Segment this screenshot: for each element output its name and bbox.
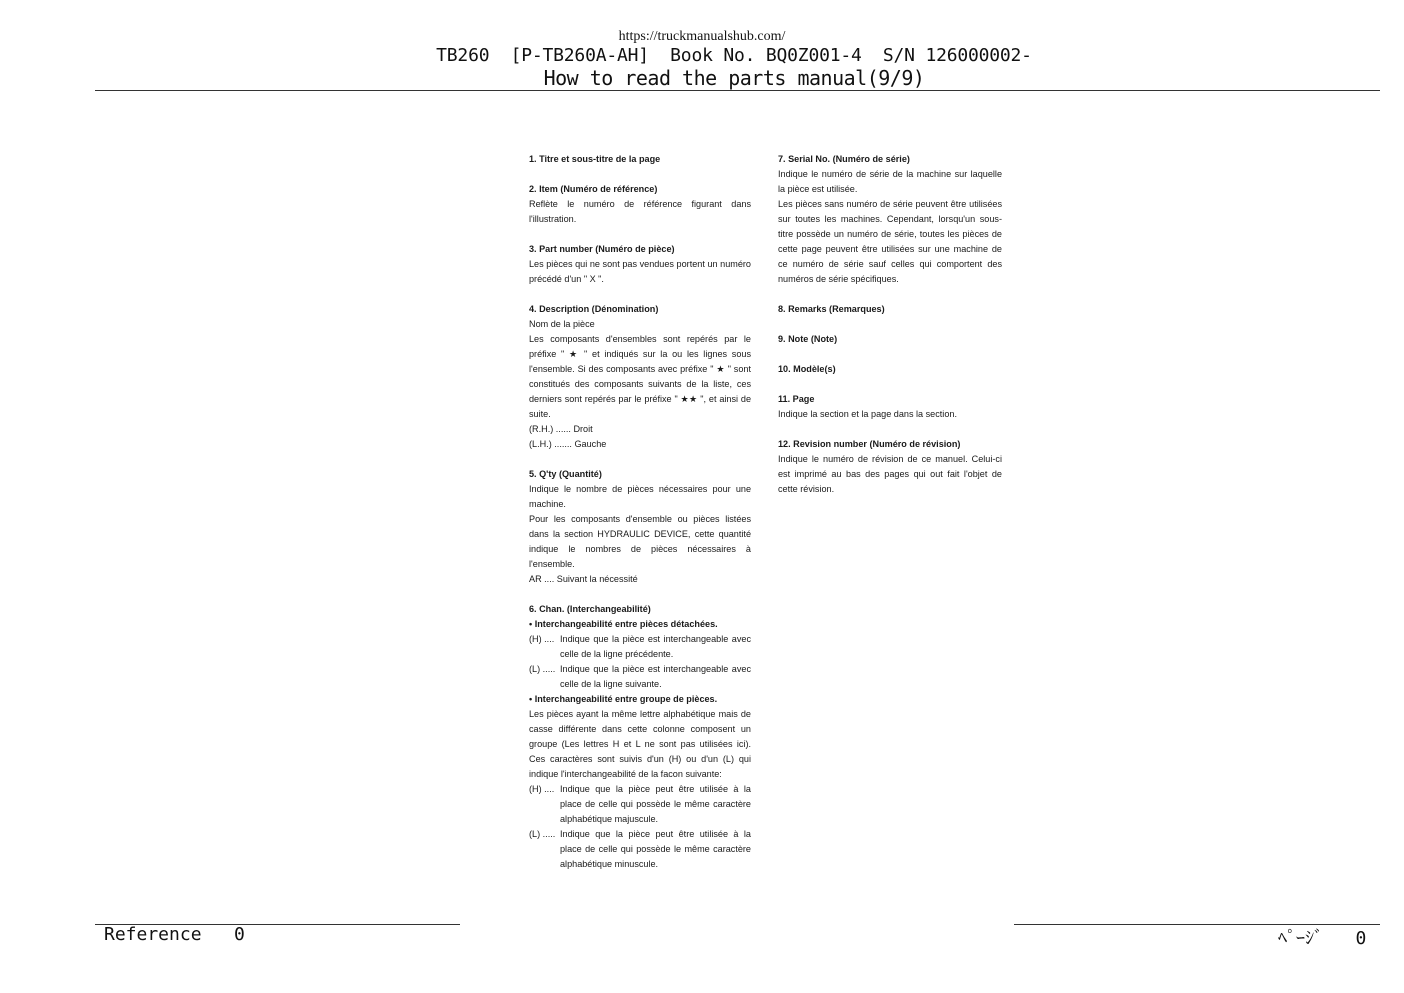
definition-text: Indique que la pièce est interchangeable avec celle de la ligne précédente.: [560, 634, 751, 659]
rh-definition: (R.H.) ...... Droit: [529, 424, 593, 434]
definition-text: Indique que la pièce est interchangeable avec celle de la ligne suivante.: [560, 664, 751, 689]
section-title: 8. Remarks (Remarques): [778, 304, 885, 314]
footer-page-number: ﾍﾟｰｼﾞ 0: [1278, 928, 1367, 949]
section-3: [529, 242, 751, 287]
lh-definition: (L.H.) ....... Gauche: [529, 439, 607, 449]
definition-text: Indique que la pièce peut être utilisée à la place de celle qui possède le même caractère alphabétique minuscule.: [560, 829, 751, 869]
manual-header: TB260 [P-TB260A-AH] Book No. BQ0Z001-4 S/N 126000002-: [436, 45, 1032, 66]
section-11: [778, 392, 1002, 422]
section-5: [529, 467, 751, 587]
paragraph: Les composants d'ensembles sont repérés par le préfixe " ★ " et indiqués sur la ou les lignes sous l'ensemble. Si des composants avec préfixe " ★ " sont constitués des composants suivants de la liste, ces derniers sont repérés par le préfixe " ★★ ", et ainsi de suite.: [529, 334, 751, 419]
section-title: 1. Titre et sous-titre de la page: [529, 154, 661, 164]
paragraph: Indique le nombre de pièces nécessaires pour une machine.: [529, 484, 751, 509]
paragraph: Pour les composants d'ensemble ou pièces listées dans la section HYDRAULIC DEVICE, cette quantité indique le nombres de pièces nécessaires à l'ensemble.: [529, 514, 751, 569]
subheading: • Interchangeabilité entre groupe de pièces.: [529, 694, 718, 704]
paragraph: Nom de la pièce: [529, 319, 595, 329]
subheading: • Interchangeabilité entre pièces détachées.: [529, 619, 718, 629]
definition-item: [529, 782, 751, 827]
section-7: [778, 152, 1002, 287]
section-title: 12. Revision number (Numéro de révision): [778, 439, 961, 449]
section-12: [778, 437, 1002, 497]
section-title: 9. Note (Note): [778, 334, 838, 344]
paragraph: Indique la section et la page dans la section.: [778, 409, 957, 419]
paragraph: Indique le numéro de série de la machine sur laquelle la pièce est utilisée.: [778, 169, 1002, 194]
section-1: [529, 152, 751, 167]
section-title: 10. Modèle(s): [778, 364, 836, 374]
definition-text: Indique que la pièce peut être utilisée à la place de celle qui possède le même caractère alphabétique majuscule.: [560, 784, 751, 824]
definition-key: (H) ....: [529, 784, 555, 794]
left-column: [529, 152, 751, 872]
section-6: [529, 602, 751, 872]
section-title: 2. Item (Numéro de référence): [529, 184, 658, 194]
section-title: 7. Serial No. (Numéro de série): [778, 154, 910, 164]
definition-key: (L) .....: [529, 829, 556, 839]
header-divider: [95, 90, 1380, 91]
definition-key: (H) ....: [529, 634, 555, 644]
paragraph: Les pièces sans numéro de série peuvent être utilisées sur toutes les machines. Cependant, lorsqu'un sous-titre possède un numéro de série, toutes les pièces de cette page peuvent être utilisées sur une machine de ce numéro de série sauf celles qui comportent des numéros de série spécifiques.: [778, 199, 1002, 284]
paragraph: AR .... Suivant la nécessité: [529, 574, 638, 584]
section-10: [778, 362, 1002, 377]
section-4: [529, 302, 751, 452]
section-9: [778, 332, 1002, 347]
definition-item: [529, 827, 751, 872]
section-2: [529, 182, 751, 227]
paragraph: Reflète le numéro de référence figurant dans l'illustration.: [529, 199, 751, 224]
definition-key: (L) .....: [529, 664, 556, 674]
section-title: 5. Q'ty (Quantité): [529, 469, 602, 479]
paragraph: Indique le numéro de révision de ce manuel. Celui-ci est imprimé au bas des pages qui out fait l'objet de cette révision.: [778, 454, 1002, 494]
section-8: [778, 302, 1002, 317]
section-title: 3. Part number (Numéro de pièce): [529, 244, 675, 254]
footer-reference: Reference 0: [104, 924, 245, 945]
section-title: 4. Description (Dénomination): [529, 304, 659, 314]
paragraph: Les pièces qui ne sont pas vendues portent un numéro précédé d'un " X ".: [529, 259, 751, 284]
right-column: [778, 152, 1002, 497]
definition-item: [529, 662, 751, 692]
section-title: 6. Chan. (Interchangeabilité): [529, 604, 651, 614]
paragraph: Les pièces ayant la même lettre alphabétique mais de casse différente dans cette colonne composent un groupe (Les lettres H et L ne sont pas utilisées ici). Ces caractères sont suivis d'un (H) ou d'un (L) qui indique l'interchangeabilité de la facon suivante:: [529, 709, 751, 779]
source-url: https://truckmanualshub.com/: [618, 29, 786, 44]
definition-item: [529, 632, 751, 662]
page-title: How to read the parts manual(9/9): [543, 66, 925, 90]
section-title: 11. Page: [778, 394, 815, 404]
